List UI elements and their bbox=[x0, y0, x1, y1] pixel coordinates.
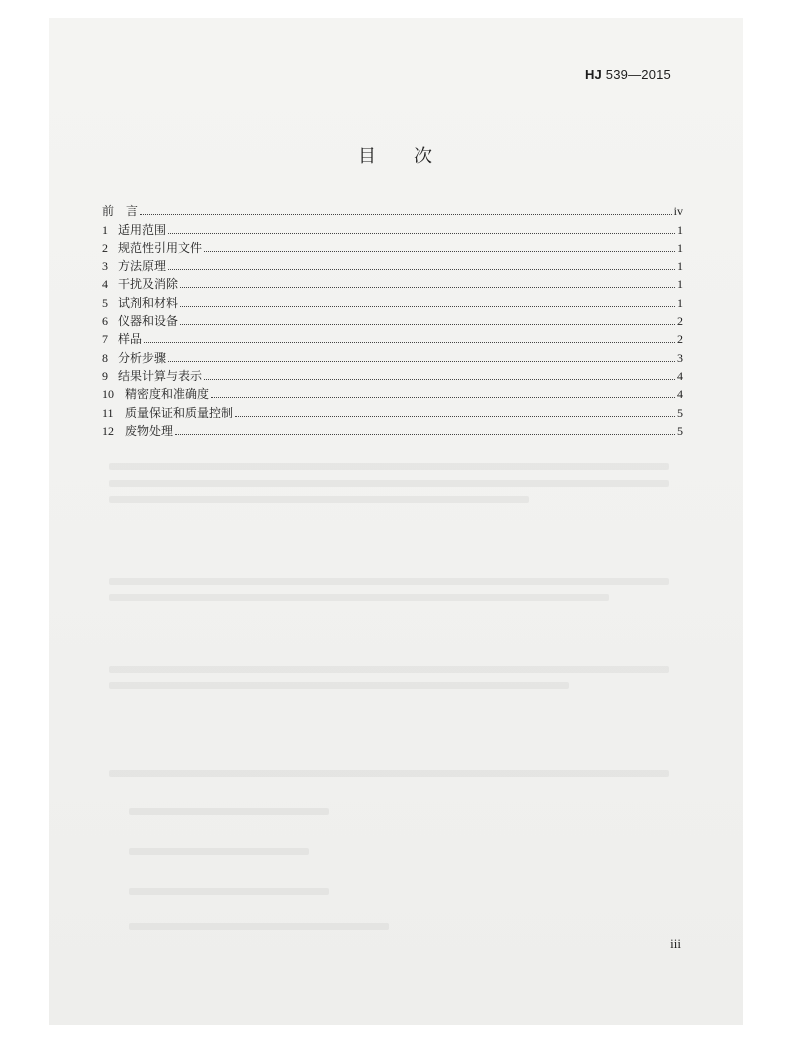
toc-entry-number: 11 bbox=[102, 405, 114, 420]
toc-entry-label: 质量保证和质量控制 bbox=[125, 405, 234, 420]
toc-dot-leader bbox=[168, 361, 675, 362]
toc-entry-page: 1 bbox=[677, 295, 683, 310]
toc-entry-number: 8 bbox=[102, 350, 108, 365]
toc-entry[interactable] bbox=[102, 401, 683, 419]
toc-entry-number: 2 bbox=[102, 240, 108, 255]
page-title bbox=[49, 142, 743, 168]
toc-entry[interactable] bbox=[102, 237, 683, 255]
toc-dot-leader bbox=[180, 324, 675, 325]
toc-entry-page: 4 bbox=[677, 368, 683, 383]
toc-entry-label: 分析步骤 bbox=[118, 350, 167, 365]
toc-entry-number: 4 bbox=[102, 277, 108, 292]
toc-dot-leader bbox=[235, 416, 675, 417]
toc-entry-number: 12 bbox=[102, 423, 114, 438]
toc-entry-number: 6 bbox=[102, 314, 108, 329]
bleed-through-mark bbox=[109, 594, 609, 601]
standard-number-year: 539—2015 bbox=[605, 67, 671, 82]
toc-dot-leader bbox=[168, 233, 675, 234]
toc-entry-page: 4 bbox=[677, 387, 683, 402]
toc-entry[interactable] bbox=[102, 291, 683, 309]
toc-entry-label: 前 言 bbox=[102, 204, 139, 219]
toc-entry[interactable] bbox=[102, 420, 683, 438]
toc-entry-label: 方法原理 bbox=[118, 259, 167, 274]
toc-entry-page: iv bbox=[673, 204, 683, 219]
toc-dot-leader bbox=[204, 379, 675, 380]
toc-entry-label: 适用范围 bbox=[118, 222, 167, 237]
toc-entry-label: 试剂和材料 bbox=[118, 295, 179, 310]
bleed-through-mark bbox=[109, 463, 669, 470]
bleed-through-mark bbox=[129, 808, 329, 815]
toc-entry-label: 精密度和准确度 bbox=[125, 387, 210, 402]
toc-entry-label: 废物处理 bbox=[125, 423, 174, 438]
bleed-through-mark bbox=[129, 848, 309, 855]
bleed-through-mark bbox=[129, 888, 329, 895]
toc-entry[interactable] bbox=[102, 255, 683, 273]
toc-entry-number: 9 bbox=[102, 368, 108, 383]
bleed-through-mark bbox=[129, 923, 389, 930]
toc-entry-number: 7 bbox=[102, 332, 108, 347]
toc-entry[interactable] bbox=[102, 273, 683, 291]
toc-entry-page: 3 bbox=[677, 350, 683, 365]
toc-entry-label: 仪器和设备 bbox=[118, 314, 179, 329]
bleed-through-mark bbox=[109, 682, 569, 689]
bleed-through-mark bbox=[109, 480, 669, 487]
toc-entry[interactable] bbox=[102, 383, 683, 401]
toc-entry-number: 1 bbox=[102, 222, 108, 237]
bleed-through-mark bbox=[109, 578, 669, 585]
toc-entry-label: 样品 bbox=[118, 332, 143, 347]
toc-entry-label: 干扰及消除 bbox=[118, 277, 179, 292]
toc-entry-page: 5 bbox=[677, 423, 683, 438]
bleed-through-mark bbox=[109, 666, 669, 673]
toc-entry-page: 2 bbox=[677, 314, 683, 329]
document-page bbox=[49, 18, 743, 1025]
toc-dot-leader bbox=[204, 251, 675, 252]
toc-dot-leader bbox=[140, 214, 672, 215]
bleed-through-mark bbox=[109, 770, 669, 777]
toc-entry-number: 3 bbox=[102, 259, 108, 274]
table-of-contents bbox=[102, 200, 683, 438]
toc-entry[interactable] bbox=[102, 310, 683, 328]
toc-entry-label: 结果计算与表示 bbox=[118, 368, 203, 383]
toc-entry[interactable] bbox=[102, 218, 683, 236]
toc-entry-number: 10 bbox=[102, 387, 114, 402]
toc-entry-label: 规范性引用文件 bbox=[118, 240, 203, 255]
title-char-2: 次 bbox=[414, 146, 434, 167]
standard-number bbox=[585, 67, 671, 82]
page-number: iii bbox=[670, 936, 681, 951]
bleed-through-mark bbox=[109, 496, 529, 503]
toc-entry-page: 2 bbox=[677, 332, 683, 347]
toc-entry[interactable] bbox=[102, 346, 683, 364]
toc-dot-leader bbox=[180, 306, 675, 307]
toc-entry[interactable] bbox=[102, 328, 683, 346]
title-char-1: 目 bbox=[358, 146, 378, 167]
toc-dot-leader bbox=[144, 342, 675, 343]
toc-entry-page: 1 bbox=[677, 277, 683, 292]
standard-code: HJ bbox=[584, 67, 602, 82]
toc-dot-leader bbox=[168, 269, 675, 270]
toc-entry-page: 5 bbox=[677, 405, 683, 420]
toc-dot-leader bbox=[175, 434, 675, 435]
toc-entry-page: 1 bbox=[677, 240, 683, 255]
toc-entry-page: 1 bbox=[677, 222, 683, 237]
toc-entry[interactable] bbox=[102, 365, 683, 383]
toc-entry-page: 1 bbox=[677, 259, 683, 274]
toc-dot-leader bbox=[180, 287, 675, 288]
toc-entry-number: 5 bbox=[102, 295, 108, 310]
toc-dot-leader bbox=[211, 397, 675, 398]
toc-entry[interactable] bbox=[102, 200, 683, 218]
